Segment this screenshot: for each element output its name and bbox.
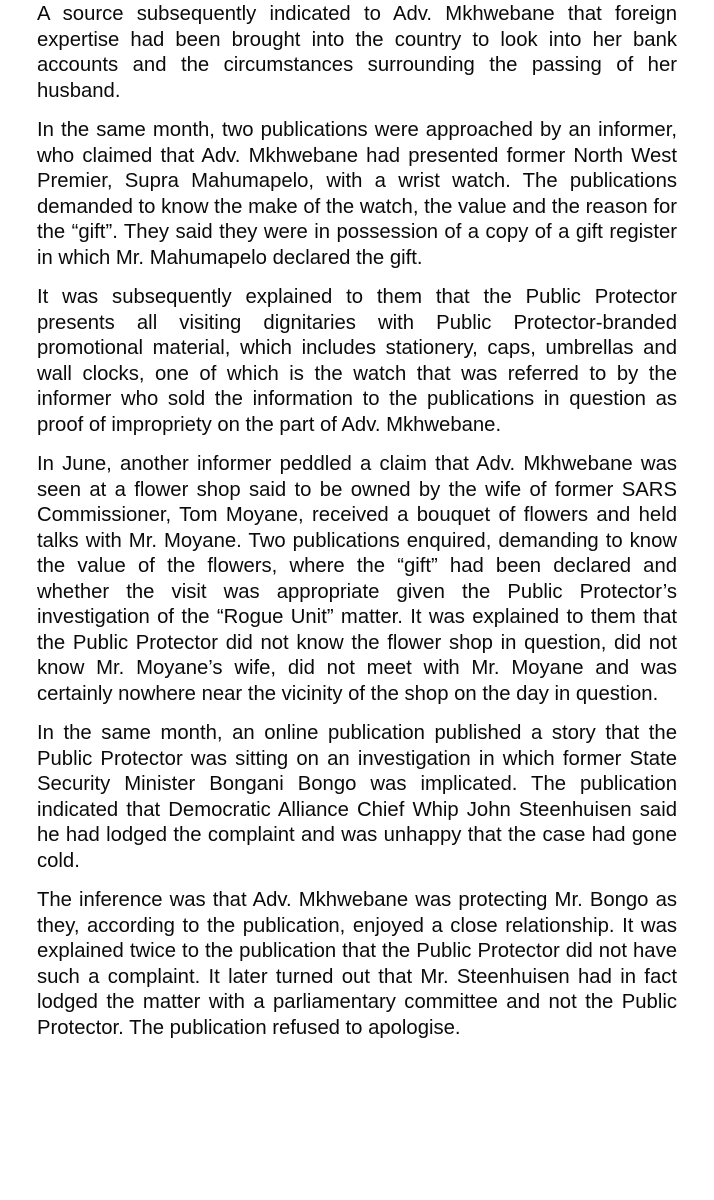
paragraph-foreign-expertise: A source subsequently indicated to Adv. Mkhwebane that foreign expertise had been brought into the country to look into her bank accounts and the circumstances surrounding the passing of her husband.	[37, 3, 677, 102]
paragraph-promotional-material: It was subsequently explained to them that the Public Protector presents all visiting dignitaries with Public Protector-branded promotional material, which includes stationery, caps, umbrellas and wall clocks, one of which is the watch that was referred to by the informer who sold the information to the publications in question as proof of impropriety on the part of Adv. Mkhwebane.	[37, 286, 677, 436]
paragraph-flower-shop-claim: In June, another informer peddled a claim that Adv. Mkhwebane was seen at a flower shop said to be owned by the wife of former SARS Commissioner, Tom Moyane, received a bouquet of flowers and held talks with Mr. Moyane. Two publications enquired, demanding to know the value of the flowers, where the “gift” had been declared and whether the visit was appropriate given the Public Protector’s investigation of the “Rogue Unit” matter. It was explained to them that the Public Protector did not know the flower shop in question, did not know Mr. Moyane’s wife, did not meet with Mr. Moyane and was certainly nowhere near the vicinity of the shop on the day in question.	[37, 453, 677, 705]
paragraph-wrist-watch-claim: In the same month, two publications were approached by an informer, who claimed that Adv. Mkhwebane had presented former North West Premier, Supra Mahumapelo, with a wrist watch. The publications demanded to know the make of the watch, the value and the reason for the “gift”. They said they were in possession of a copy of a gift register in which Mr. Mahumapelo declared the gift.	[37, 119, 677, 269]
paragraph-online-publication-story: In the same month, an online publication published a story that the Public Protector was sitting on an investigation in which former State Security Minister Bongani Bongo was implicated. The publication indicated that Democratic Alliance Chief Whip John Steenhuisen said he had lodged the complaint and was unhappy that the case had gone cold.	[37, 722, 677, 872]
paragraph-inference-apology: The inference was that Adv. Mkhwebane was protecting Mr. Bongo as they, according to the publication, enjoyed a close relationship. It was explained twice to the publication that the Public Protector did not have such a complaint. It later turned out that Mr. Steenhuisen had in fact lodged the matter with a parliamentary committee and not the Public Protector. The publication refused to apologise.	[37, 889, 677, 1039]
document-body	[37, 0, 677, 1055]
